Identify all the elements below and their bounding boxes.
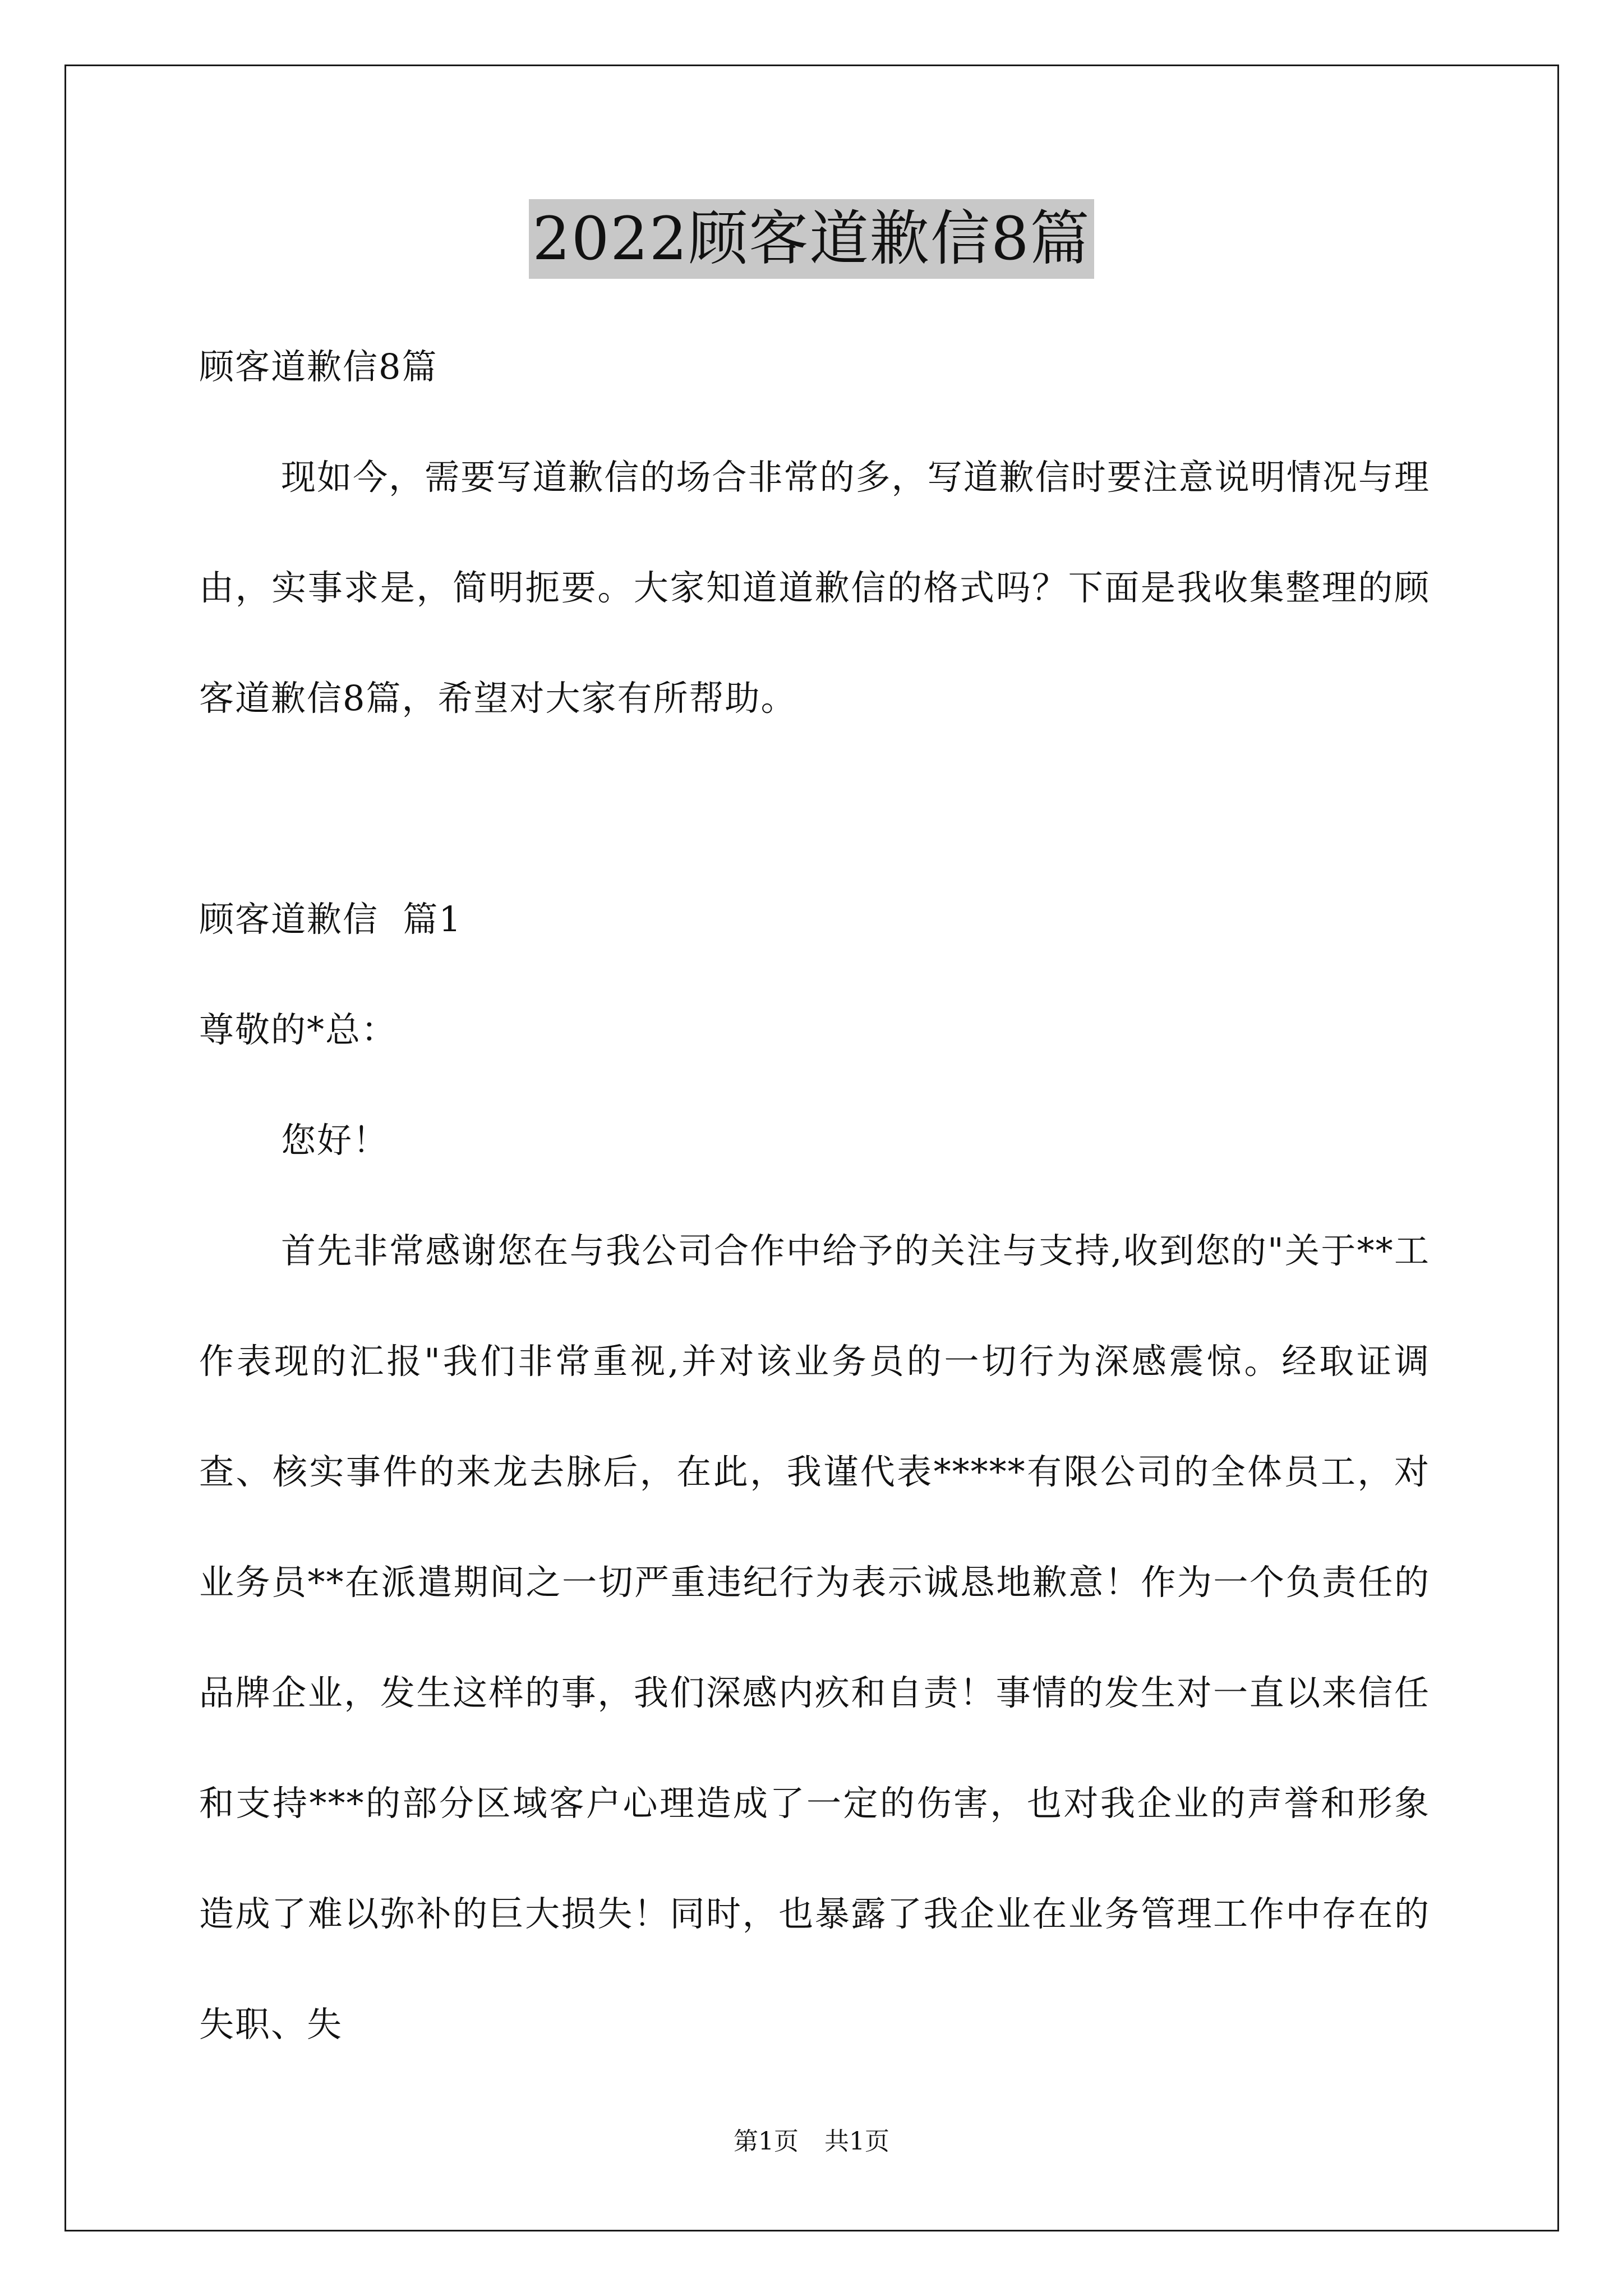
page-total: 共1页 — [824, 2127, 889, 2156]
blank-line — [199, 753, 1430, 864]
section-heading: 顾客道歉信 篇1 — [199, 899, 462, 940]
body-paragraph: 首先非常感谢您在与我公司合作中给予的关注与支持,收到您的"关于**工作表现的汇报"我们非常重视,并对该业务员的一切行为深感震惊。经取证调查、核实事件的来龙去脉后，在此，我谨代表*****有限公司的全体员工，对业务员**在派遣期间之一切严重违纪行为表示诚恳地歉意！作为一个负责任的品牌企业，发生这样的事，我们深感内疚和自责！事情的发生对一直以来信任和支持***的部分区域客户心理造成了一定的伤害，也对我企业的声誉和形象造成了难以弥补的巨大损失！同时，也暴露了我企业在业务管理工作中存在的失职、失 — [199, 1230, 1430, 2045]
greeting: 您好！ — [281, 1120, 389, 1161]
intro-paragraph: 现如今，需要写道歉信的场合非常的多，写道歉信时要注意说明情况与理由，实事求是，简明扼要。大家知道道歉信的格式吗？下面是我收集整理的顾客道歉信8篇，希望对大家有所帮助。 — [199, 457, 1430, 719]
document-body — [199, 311, 1430, 2079]
salutation: 尊敬的*总： — [199, 1009, 398, 1050]
page-number: 第1页 — [734, 2127, 799, 2156]
title-container — [0, 199, 1623, 279]
subtitle: 顾客道歉信8篇 — [199, 346, 438, 387]
page-footer — [0, 2125, 1623, 2159]
document-title: 2022顾客道歉信8篇 — [529, 199, 1094, 279]
